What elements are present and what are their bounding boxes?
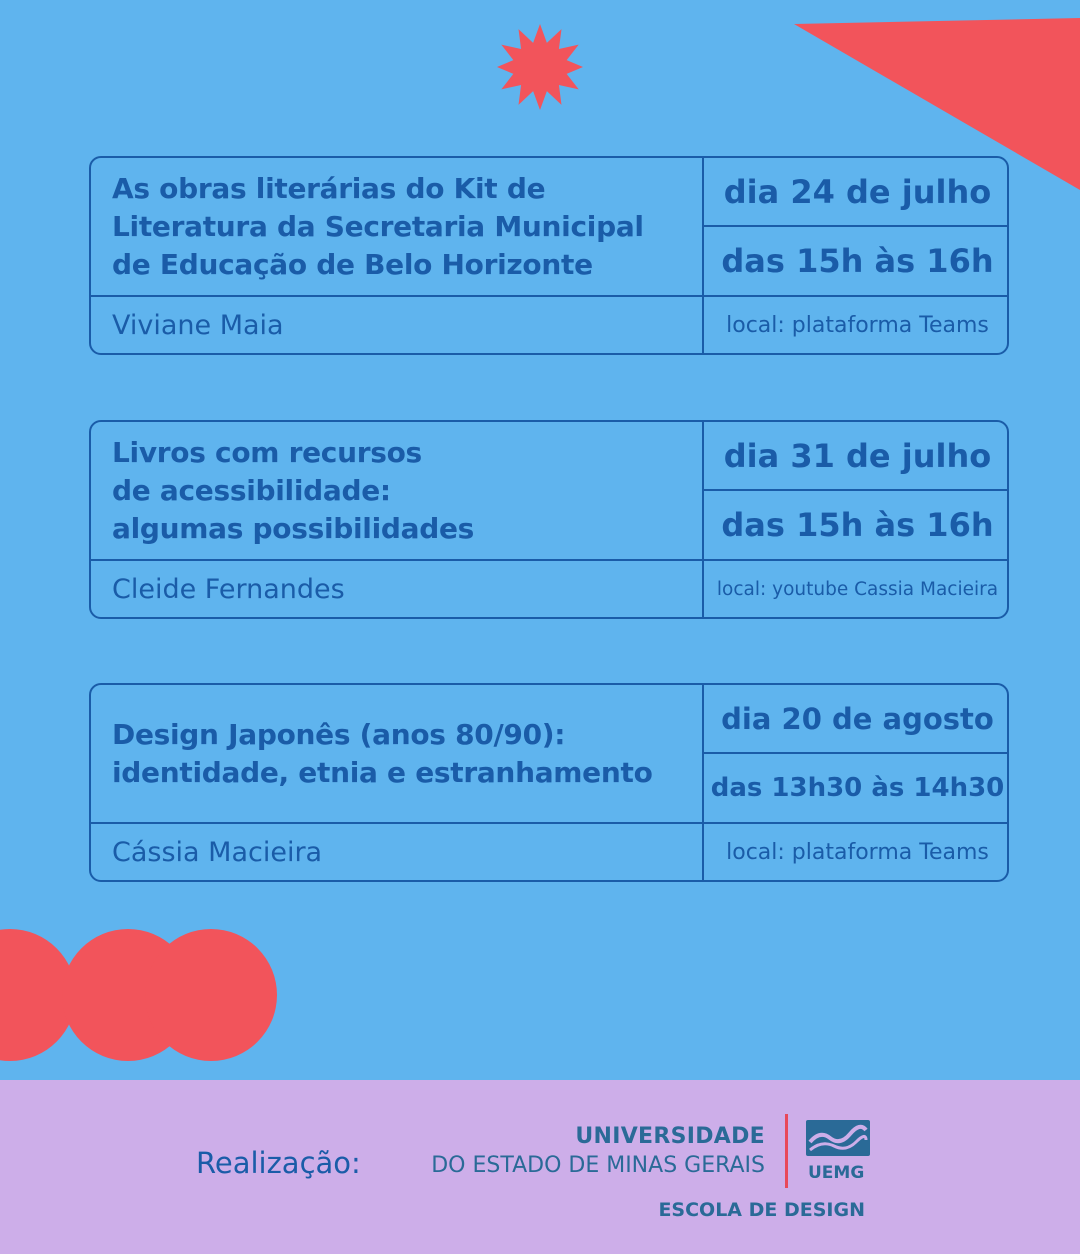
event-card: [89, 683, 1009, 882]
event-speaker: Cleide Fernandes: [91, 561, 704, 617]
university-name-line2: DO ESTADO DE MINAS GERAIS: [431, 1153, 765, 1178]
event-title: Design Japonês (anos 80/90): identidade, etnia e estranhamento: [112, 717, 653, 789]
school-name: ESCOLA DE DESIGN: [658, 1199, 865, 1221]
event-location: local: plataforma Teams: [726, 839, 989, 865]
event-location: local: plataforma Teams: [726, 312, 989, 338]
event-time: das 15h às 16h: [704, 491, 1009, 561]
event-speaker: Cássia Macieira: [91, 824, 704, 880]
university-name-line1: UNIVERSIDADE: [575, 1124, 765, 1149]
realizacao-label: Realização:: [196, 1146, 361, 1180]
event-location: local: youtube Cassia Macieira: [716, 578, 999, 600]
event-title-cell: [91, 158, 704, 297]
event-speaker: Viviane Maia: [91, 297, 704, 353]
uemg-logo-icon: [806, 1120, 870, 1156]
uemg-logo-text: UEMG: [808, 1163, 865, 1183]
event-title-cell: [91, 422, 704, 561]
event-card: [89, 420, 1009, 619]
star-shape: [497, 24, 583, 110]
logo-divider: [785, 1114, 788, 1188]
event-date: dia 20 de agosto: [704, 685, 1009, 754]
event-title: As obras literárias do Kit de Literatura da Secretaria Municipal de Educação de Belo Horizonte: [112, 171, 644, 281]
event-date: dia 24 de julho: [704, 158, 1009, 227]
event-title: Livros com recursos de acessibilidade: algumas possibilidades: [112, 435, 475, 545]
event-time: das 13h30 às 14h30: [704, 754, 1009, 824]
event-card: [89, 156, 1009, 355]
event-date: dia 31 de julho: [704, 422, 1009, 491]
event-time: das 15h às 16h: [704, 227, 1009, 297]
circles-shape: [0, 928, 280, 1063]
event-title-cell: [91, 685, 704, 824]
